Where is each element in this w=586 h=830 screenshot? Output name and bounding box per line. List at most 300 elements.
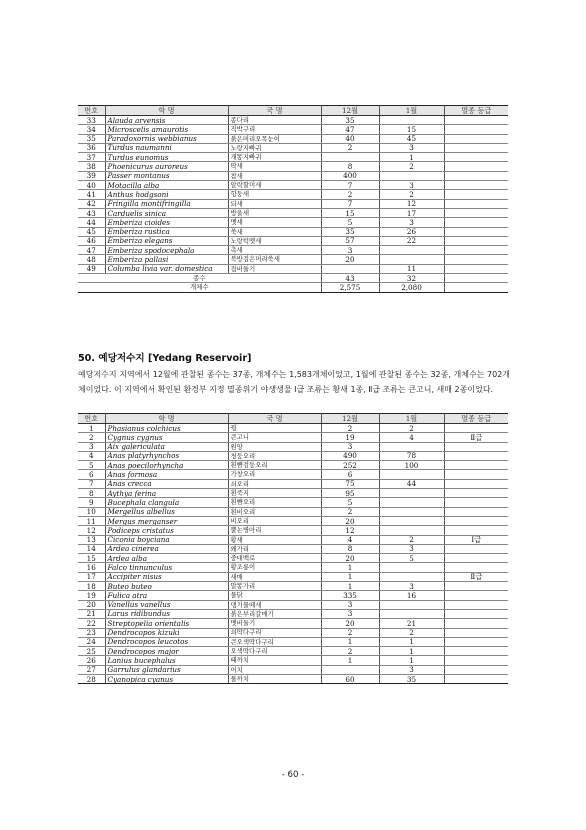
korean-name: 큰오색딱다구리 (228, 637, 321, 646)
korean-name: 쑥새 (228, 227, 321, 236)
table-row (78, 236, 508, 245)
header-scientific-name: 학 명 (105, 106, 228, 116)
bird-table-previous-site (78, 105, 508, 293)
korean-name: 새매 (228, 572, 321, 581)
december-count: 5 (321, 218, 379, 227)
korean-name: 촉새 (228, 246, 321, 255)
table-row (78, 489, 508, 498)
january-count: 1 (379, 647, 444, 656)
january-count (379, 526, 444, 535)
korean-name: 되새 (228, 199, 321, 208)
korean-name: 붉은부리갈매기 (228, 609, 321, 618)
december-count: 3 (321, 600, 379, 609)
table-row (78, 647, 508, 656)
january-count: 1 (379, 637, 444, 646)
january-count: 45 (379, 134, 444, 143)
january-count: 21 (379, 619, 444, 628)
endangered-grade (444, 647, 508, 656)
endangered-grade (444, 162, 508, 171)
january-count: 15 (379, 125, 444, 134)
korean-name: 오색딱다구리 (228, 647, 321, 656)
row-number: 49 (78, 264, 105, 273)
december-count (321, 665, 379, 674)
header-december: 12월 (321, 106, 379, 116)
table-row (78, 227, 508, 236)
korean-name: 딱새 (228, 162, 321, 171)
scientific-name: Motacilla alba (105, 181, 228, 190)
scientific-name: Microscelis amaurotis (105, 125, 228, 134)
table-row (78, 190, 508, 199)
scientific-name: Dendrocopos kizuki (105, 628, 228, 637)
endangered-grade (444, 563, 508, 572)
endangered-grade (444, 227, 508, 236)
row-number: 12 (78, 526, 105, 535)
row-number: 6 (78, 470, 105, 479)
december-total: 43 (321, 274, 379, 283)
korean-name: 종다리 (228, 116, 321, 125)
korean-name: 붉은머리오목눈이 (228, 134, 321, 143)
january-count: 16 (379, 591, 444, 600)
header-endangered-grade: 멸종 등급 (444, 414, 508, 424)
endangered-grade (444, 637, 508, 646)
header-december: 12월 (321, 414, 379, 424)
header-january: 1월 (379, 414, 444, 424)
table-row (78, 675, 508, 684)
december-count: 2 (321, 143, 379, 152)
endangered-grade (444, 516, 508, 525)
january-count: 2 (379, 162, 444, 171)
january-count (379, 600, 444, 609)
january-count: 4 (379, 433, 444, 442)
december-count: 95 (321, 489, 379, 498)
december-count: 20 (321, 554, 379, 563)
december-count (321, 153, 379, 162)
table-row (78, 433, 508, 442)
row-number: 16 (78, 563, 105, 572)
table-row (78, 116, 508, 125)
section-paragraph: 예당저수지 지역에서 12월에 관찰된 종수는 37종, 개체수는 1,583개체이었고, 1월에 관찰된 종수는 32종, 개체수는 702개체이었다. 이 지역에서 확인된 환경부 지정 멸종위기 야생생물 Ⅰ급 조류는 황새 1종, Ⅱ급 조류는 큰고니, 새매 2종이었다. (78, 370, 510, 394)
december-count: 4 (321, 535, 379, 544)
endangered-grade (444, 190, 508, 199)
table-row (78, 535, 508, 544)
korean-name: 댕기물떼새 (228, 600, 321, 609)
section-heading: 50. 예당저수지 [Yedang Reservoir] (78, 353, 252, 364)
row-number: 28 (78, 675, 105, 684)
endangered-grade (444, 619, 508, 628)
december-count: 75 (321, 479, 379, 488)
row-number: 47 (78, 246, 105, 255)
row-number: 5 (78, 461, 105, 470)
scientific-name: Ardea alba (105, 554, 228, 563)
december-count: 60 (321, 675, 379, 684)
january-count: 78 (379, 451, 444, 460)
endangered-grade (444, 125, 508, 134)
endangered-grade (444, 489, 508, 498)
january-count: 3 (379, 143, 444, 152)
korean-name: 흰비오리 (228, 507, 321, 516)
korean-name: 왜가리 (228, 544, 321, 553)
scientific-name: Emberiza rustica (105, 227, 228, 236)
korean-name: 알락할미새 (228, 181, 321, 190)
scientific-name: Ciconia boyciana (105, 535, 228, 544)
korean-name: 때까치 (228, 656, 321, 665)
scientific-name: Ardea cinerea (105, 544, 228, 553)
endangered-grade (444, 479, 508, 488)
december-count: 40 (321, 134, 379, 143)
january-count (379, 246, 444, 255)
table-row (78, 424, 508, 433)
january-count: 3 (379, 665, 444, 674)
header-number: 번호 (78, 414, 105, 424)
row-number: 8 (78, 489, 105, 498)
table-row (78, 609, 508, 618)
scientific-name: Phasianus colchicus (105, 424, 228, 433)
january-count: 26 (379, 227, 444, 236)
row-number: 7 (78, 479, 105, 488)
january-count: 3 (379, 544, 444, 553)
table-header-row (78, 106, 508, 116)
january-count: 2 (379, 628, 444, 637)
table-row (78, 134, 508, 143)
endangered-grade (444, 507, 508, 516)
january-total: 2,080 (379, 283, 444, 292)
scientific-name: Falco tinnunculus (105, 563, 228, 572)
december-count: 20 (321, 255, 379, 264)
korean-name: 쇠딱다구리 (228, 628, 321, 637)
endangered-grade (444, 442, 508, 451)
table-row (78, 171, 508, 180)
endangered-grade (444, 208, 508, 217)
endangered-grade (444, 264, 508, 273)
header-korean-name: 국 명 (228, 414, 321, 424)
korean-name: 물까치 (228, 675, 321, 684)
row-number: 42 (78, 199, 105, 208)
endangered-grade (444, 116, 508, 125)
endangered-grade (444, 544, 508, 553)
scientific-name: Streptopelia orientalis (105, 619, 228, 628)
table-row (78, 526, 508, 535)
endangered-grade (444, 424, 508, 433)
korean-name: 힝둥새 (228, 190, 321, 199)
row-number: 33 (78, 116, 105, 125)
table-row (78, 181, 508, 190)
table-row (78, 507, 508, 516)
december-count: 20 (321, 516, 379, 525)
december-count: 12 (321, 526, 379, 535)
table-row (78, 264, 508, 273)
scientific-name: Emberiza spodocephala (105, 246, 228, 255)
korean-name: 말똥가리 (228, 582, 321, 591)
december-count: 2 (321, 507, 379, 516)
december-count: 8 (321, 544, 379, 553)
endangered-grade (444, 181, 508, 190)
scientific-name: Mergus merganser (105, 516, 228, 525)
table-row (78, 516, 508, 525)
korean-name: 북방검은머리쑥새 (228, 255, 321, 264)
january-count (379, 572, 444, 581)
endangered-grade (444, 600, 508, 609)
december-count: 1 (321, 563, 379, 572)
korean-name: 중대백로 (228, 554, 321, 563)
december-count: 35 (321, 116, 379, 125)
header-endangered-grade: 멸종 등급 (444, 106, 508, 116)
row-number: 3 (78, 442, 105, 451)
scientific-name: Turdus naumanni (105, 143, 228, 152)
january-count: 2 (379, 190, 444, 199)
row-number: 1 (78, 424, 105, 433)
endangered-grade (444, 143, 508, 152)
table-row (78, 451, 508, 460)
table-row (78, 572, 508, 581)
scientific-name: Emberiza elegans (105, 236, 228, 245)
header-january: 1월 (379, 106, 444, 116)
row-number: 26 (78, 656, 105, 665)
december-count: 3 (321, 246, 379, 255)
table-row (78, 554, 508, 563)
table-row (78, 479, 508, 488)
endangered-grade (444, 171, 508, 180)
december-count: 5 (321, 498, 379, 507)
december-count: 2 (321, 190, 379, 199)
january-count (379, 507, 444, 516)
korean-name: 멧비둘기 (228, 619, 321, 628)
table-row (78, 470, 508, 479)
january-count (379, 470, 444, 479)
scientific-name: Turdus eunomus (105, 153, 228, 162)
january-count: 3 (379, 181, 444, 190)
endangered-grade (444, 498, 508, 507)
row-number: 37 (78, 153, 105, 162)
korean-name: 개똥지빠귀 (228, 153, 321, 162)
scientific-name: Larus ridibundus (105, 609, 228, 618)
scientific-name: Paradoxornis webbianus (105, 134, 228, 143)
december-count: 7 (321, 199, 379, 208)
table-row (78, 208, 508, 217)
korean-name: 원앙 (228, 442, 321, 451)
table-row (78, 544, 508, 553)
row-number: 44 (78, 218, 105, 227)
january-count: 2 (379, 424, 444, 433)
january-count: 22 (379, 236, 444, 245)
scientific-name: Carduelis sinica (105, 208, 228, 217)
endangered-grade (444, 199, 508, 208)
december-count: 20 (321, 619, 379, 628)
row-number: 2 (78, 433, 105, 442)
january-count: 2 (379, 535, 444, 544)
korean-name: 큰고니 (228, 433, 321, 442)
row-number: 22 (78, 619, 105, 628)
table-row (78, 665, 508, 674)
row-number: 45 (78, 227, 105, 236)
december-count: 2 (321, 424, 379, 433)
january-count: 3 (379, 218, 444, 227)
table-row (78, 153, 508, 162)
january-count: 11 (379, 264, 444, 273)
january-count (379, 498, 444, 507)
row-number: 35 (78, 134, 105, 143)
december-count: 1 (321, 656, 379, 665)
row-number: 43 (78, 208, 105, 217)
row-number: 9 (78, 498, 105, 507)
row-number: 39 (78, 171, 105, 180)
scientific-name: Anas poecilorhyncha (105, 461, 228, 470)
december-total: 2,575 (321, 283, 379, 292)
endangered-grade (444, 554, 508, 563)
scientific-name: Cyanopica cyanus (105, 675, 228, 684)
bird-table-yedang-reservoir (78, 413, 508, 684)
endangered-grade (444, 609, 508, 618)
december-count: 335 (321, 591, 379, 600)
endangered-grade: Ⅰ급 (444, 535, 508, 544)
table-row (78, 656, 508, 665)
december-count: 490 (321, 451, 379, 460)
december-count: 57 (321, 236, 379, 245)
endangered-grade (444, 591, 508, 600)
grade-empty (444, 274, 508, 283)
grade-empty (444, 283, 508, 292)
endangered-grade (444, 470, 508, 479)
row-number: 15 (78, 554, 105, 563)
scientific-name: Lanius bucephalus (105, 656, 228, 665)
header-korean-name: 국 명 (228, 106, 321, 116)
table-body (78, 424, 508, 684)
summary-label: 개체수 (78, 283, 321, 292)
scientific-name: Accipiter nisus (105, 572, 228, 581)
korean-name: 노랑지빠귀 (228, 143, 321, 152)
endangered-grade (444, 218, 508, 227)
january-count: 1 (379, 153, 444, 162)
endangered-grade (444, 628, 508, 637)
december-count: 47 (321, 125, 379, 134)
row-number: 46 (78, 236, 105, 245)
table-body (78, 116, 508, 293)
row-number: 10 (78, 507, 105, 516)
endangered-grade (444, 153, 508, 162)
scientific-name: Passer montanus (105, 171, 228, 180)
table-row (78, 125, 508, 134)
scientific-name: Fulica atra (105, 591, 228, 600)
january-count: 5 (379, 554, 444, 563)
row-number: 24 (78, 637, 105, 646)
december-count: 1 (321, 582, 379, 591)
december-count: 6 (321, 470, 379, 479)
row-number: 41 (78, 190, 105, 199)
january-count (379, 563, 444, 572)
scientific-name: Buteo buteo (105, 582, 228, 591)
december-count: 7 (321, 181, 379, 190)
january-count (379, 516, 444, 525)
korean-name: 꿩 (228, 424, 321, 433)
row-number: 25 (78, 647, 105, 656)
korean-name: 비오리 (228, 516, 321, 525)
january-count (379, 489, 444, 498)
scientific-name: Emberiza pallasi (105, 255, 228, 264)
december-count: 252 (321, 461, 379, 470)
summary-label: 종수 (78, 274, 321, 283)
december-count: 1 (321, 637, 379, 646)
table-row (78, 498, 508, 507)
scientific-name: Anas formosa (105, 470, 228, 479)
row-number: 19 (78, 591, 105, 600)
row-number: 48 (78, 255, 105, 264)
january-total: 32 (379, 274, 444, 283)
table-row (78, 628, 508, 637)
table-row (78, 637, 508, 646)
row-number: 17 (78, 572, 105, 581)
december-count: 400 (321, 171, 379, 180)
january-count (379, 171, 444, 180)
endangered-grade: Ⅱ급 (444, 572, 508, 581)
korean-name: 황조롱이 (228, 563, 321, 572)
december-count: 3 (321, 609, 379, 618)
table-row (78, 442, 508, 451)
scientific-name: Garrulus glandarius (105, 665, 228, 674)
row-number: 21 (78, 609, 105, 618)
endangered-grade (444, 665, 508, 674)
row-number: 11 (78, 516, 105, 525)
korean-name: 멧새 (228, 218, 321, 227)
endangered-grade (444, 675, 508, 684)
korean-name: 직박구리 (228, 125, 321, 134)
table-row (78, 591, 508, 600)
row-number: 38 (78, 162, 105, 171)
december-count: 2 (321, 628, 379, 637)
scientific-name: Aix galericulata (105, 442, 228, 451)
row-number: 36 (78, 143, 105, 152)
scientific-name: Anas crecca (105, 479, 228, 488)
row-number: 34 (78, 125, 105, 134)
header-number: 번호 (78, 106, 105, 116)
species-count-row (78, 274, 508, 283)
row-number: 18 (78, 582, 105, 591)
korean-name: 물닭 (228, 591, 321, 600)
row-number: 4 (78, 451, 105, 460)
december-count (321, 264, 379, 273)
december-count: 3 (321, 442, 379, 451)
korean-name: 흰죽지 (228, 489, 321, 498)
scientific-name: Podiceps cristatus (105, 526, 228, 535)
january-count (379, 609, 444, 618)
january-count: 35 (379, 675, 444, 684)
scientific-name: Emberiza cioides (105, 218, 228, 227)
december-count: 15 (321, 208, 379, 217)
scientific-name: Anas platyrhynchos (105, 451, 228, 460)
korean-name: 참새 (228, 171, 321, 180)
table-row (78, 143, 508, 152)
endangered-grade (444, 582, 508, 591)
table-row (78, 461, 508, 470)
korean-name: 황새 (228, 535, 321, 544)
scientific-name: Dendrocopos major (105, 647, 228, 656)
december-count: 35 (321, 227, 379, 236)
scientific-name: Dendrocopos leucotos (105, 637, 228, 646)
korean-name: 가창오리 (228, 470, 321, 479)
row-number: 23 (78, 628, 105, 637)
korean-name: 청둥오리 (228, 451, 321, 460)
table-header-row (78, 414, 508, 424)
row-number: 13 (78, 535, 105, 544)
scientific-name: Vanellus vanellus (105, 600, 228, 609)
endangered-grade (444, 461, 508, 470)
endangered-grade: Ⅱ급 (444, 433, 508, 442)
january-count: 44 (379, 479, 444, 488)
table-row (78, 255, 508, 264)
table-row (78, 162, 508, 171)
row-number: 40 (78, 181, 105, 190)
january-count: 100 (379, 461, 444, 470)
january-count: 1 (379, 656, 444, 665)
scientific-name: Fringilla montifringilla (105, 199, 228, 208)
